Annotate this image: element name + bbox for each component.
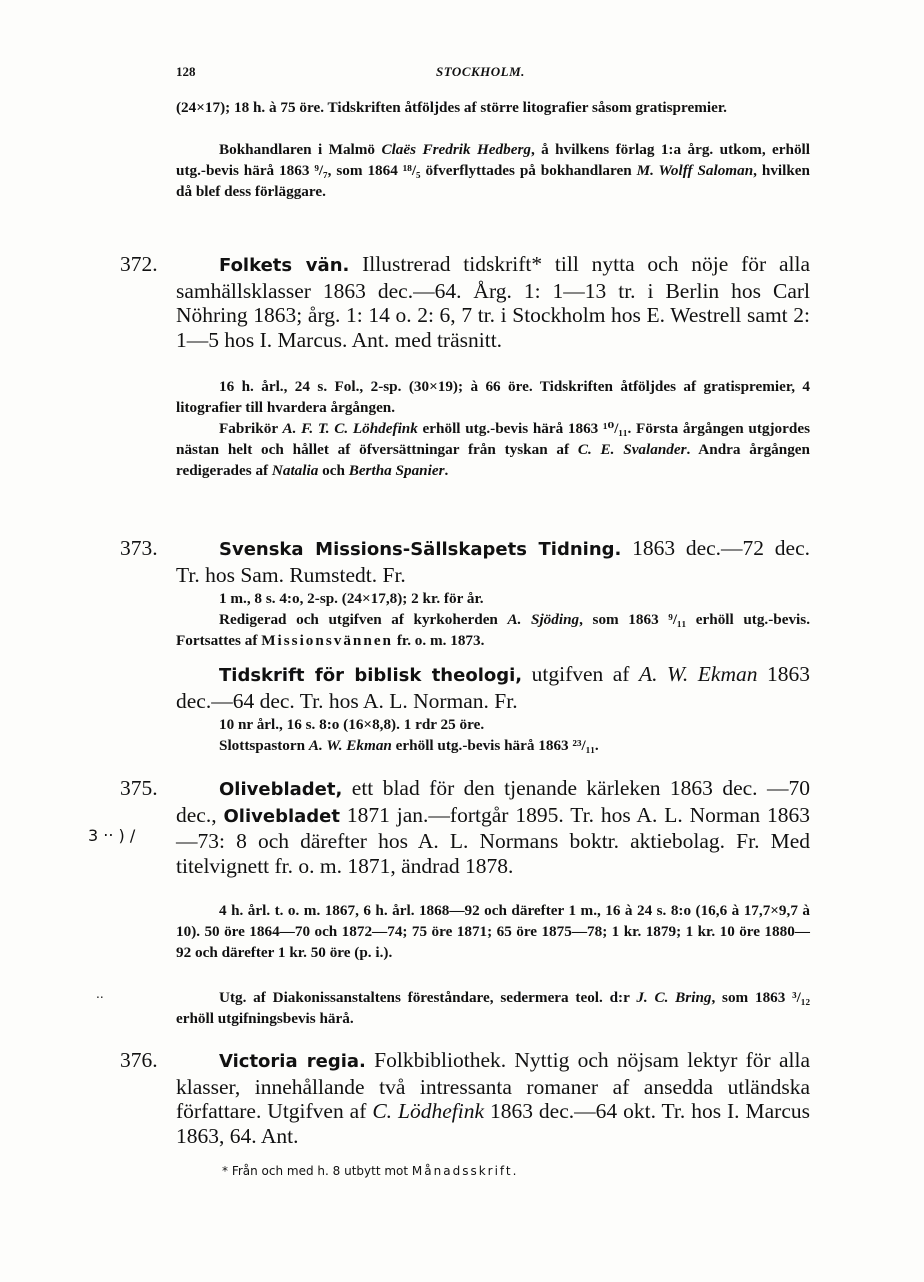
- note-text: . Andra årgången redigerades af: [176, 441, 810, 479]
- entry-body: 1863 dec.—64 dec. Tr. hos A. L. Norman. Fr.: [176, 662, 810, 713]
- note-text: och: [318, 462, 349, 479]
- person-name: Natalia: [271, 462, 319, 479]
- entry-title: Folkets vän.: [219, 255, 350, 276]
- margin-mark: ‧‧: [96, 991, 104, 1005]
- entry-body: Illustrerad tidskrift* till nytta och nöje för alla samhällsklasser 1863 dec.—64. Årg. 1: 1—13 tr. i Berlin hos Carl Nöhring 1863; årg. 1: 14 o. 2: 6, 7 tr. i Stockholm hos E. Westrell samt 2: 1—5 hos I. Marcus. Ant. med träsnitt.: [176, 252, 810, 352]
- note-text: , å hvilkens förlag 1:a årg. utkom, erhöll utg.-bevis härå 1863 ⁹/₇, som 1864 ¹⁸/₅ öfverflyttades på bokhandlaren: [176, 141, 810, 179]
- continued-details-text: (24×17); 18 h. à 75 öre. Tidskriften åtföljdes af större litografier såsom gratispremier.: [176, 99, 727, 116]
- running-title: STOCKHOLM.: [436, 64, 525, 79]
- person-name: C. E. Svalander: [577, 441, 687, 458]
- entry-body: utgifven af: [522, 662, 639, 686]
- note-text: erhöll utg.-bevis härå 1863 ¹⁰/₁₁. Första årgången utgjordes nästan helt och hållet af öfversättningar från tyskan af: [176, 420, 810, 458]
- entry-number: 373.: [120, 536, 158, 560]
- entry-373-note: [176, 609, 810, 651]
- entry-375-note: [176, 987, 810, 1029]
- entry-title: Svenska Missions-Sällskapets Tidning.: [219, 539, 622, 560]
- continued-entry-note: [176, 139, 810, 202]
- person-name: Bertha Spanier: [348, 462, 445, 479]
- person-name: J. C. Bring: [636, 989, 712, 1006]
- person-name: Claës Fredrik Hedberg: [381, 141, 531, 158]
- details-text: 1 m., 8 s. 4:o, 2-sp. (24×17,8); 2 kr. för år.: [219, 590, 484, 607]
- entry-title: Olivebladet: [223, 805, 340, 827]
- footnote-text: * Från och med h. 8 utbytt mot: [222, 1164, 412, 1178]
- entry-number: 376.: [120, 1048, 158, 1072]
- note-text: Bokhandlaren i Malmö: [219, 141, 382, 158]
- footnote: [222, 1164, 518, 1178]
- entry-title: Tidskrift för biblisk theologi,: [219, 665, 523, 686]
- note-text: Fabrikör: [219, 420, 283, 437]
- entry-372: [176, 252, 810, 352]
- note-text: fr. o. m. 1873.: [393, 632, 485, 649]
- person-name: C. Lödhefink: [372, 1099, 485, 1123]
- note-text: , som 1863 ⁹/₁₁ erhöll utg.-bevis. Fortsattes af: [176, 611, 810, 649]
- entry-body: 1871 jan.—fortgår 1895. Tr. hos A. L. Norman 1863—73: 8 och därefter hos A. L. Normans boktr. aktiebolag. Fr. Med titelvignett fr. o. m. 1871, ändrad 1878.: [176, 802, 810, 878]
- entry-title: Victoria regia.: [219, 1051, 366, 1072]
- note-text: Redigerad och utgifven af kyrkoherden: [219, 611, 508, 628]
- entry-375-details: [176, 900, 810, 963]
- entry-375: [176, 776, 810, 878]
- person-name: A. F. T. C. Löhdefink: [282, 420, 418, 437]
- person-name: M. Wolff Saloman: [636, 162, 754, 179]
- person-name: A. W. Ekman: [638, 662, 758, 686]
- page-number: 128: [176, 64, 196, 79]
- entry-373: [176, 536, 810, 587]
- entry-body: 1863 dec.—72 dec. Tr. hos Sam. Rumstedt. Fr.: [176, 536, 810, 587]
- continued-entry-details: [176, 97, 810, 118]
- entry-number: 375.: [120, 776, 158, 800]
- entry-374-details: [176, 714, 810, 735]
- entry-372-note: [176, 418, 810, 481]
- entry-374: [176, 662, 810, 713]
- entry-body: Folkbibliothek. Nyttig och nöjsam lektyr för alla klasser, innehållande två intressanta romaner af ansedda utländska författare. Utgifven af: [176, 1048, 810, 1123]
- entry-body: ett blad för den tjenande kärleken 1863 dec. —70 dec.,: [176, 776, 810, 827]
- entry-number: 372.: [120, 252, 158, 276]
- journal-name: Missionsvännen: [261, 632, 394, 649]
- entry-374-note: [176, 735, 810, 756]
- note-text: .: [444, 462, 449, 479]
- note-text: Slottspastorn: [219, 737, 309, 754]
- note-text: , hvilken då blef dess förläggare.: [176, 162, 810, 200]
- details-text: 4 h. årl. t. o. m. 1867, 6 h. årl. 1868—92 och därefter 1 m., 16 à 24 s. 8:o (16,6 à 17,7×9,7 à 10). 50 öre 1864—70 och 1872—74; 75 öre 1871; 65 öre 1875—78; 1 kr. 1879; 1 kr. 10 öre 1880—92 och därefter 1 kr. 50 öre (p. i.).: [176, 902, 810, 961]
- details-text: 16 h. årl., 24 s. Fol., 2-sp. (30×19); à 66 öre. Tidskriften åtföljdes af gratispremier, 4 litografier till hvardera årgången.: [176, 378, 810, 416]
- entry-body: 1863 dec.—64 okt. Tr. hos I. Marcus 1863, 64. Ant.: [176, 1099, 810, 1148]
- person-name: A. W. Ekman: [308, 737, 392, 754]
- entry-372-details: [176, 376, 810, 418]
- entry-title: Olivebladet,: [219, 779, 343, 800]
- note-text: Utg. af Diakonissanstaltens föreståndare, sedermera teol. d:r: [219, 989, 637, 1006]
- note-text: , som 1863 ³/₁₂ erhöll utgifningsbevis härå.: [176, 989, 810, 1027]
- details-text: 10 nr årl., 16 s. 8:o (16×8,8). 1 rdr 25 öre.: [219, 716, 485, 733]
- person-name: A. Sjöding: [507, 611, 580, 628]
- footnote-journal: Månadsskrift.: [411, 1164, 519, 1178]
- handwritten-margin-note: 3 ‧‧ ) /: [88, 826, 136, 845]
- entry-376: [176, 1048, 810, 1148]
- entry-373-details: [176, 588, 810, 609]
- note-text: erhöll utg.-bevis härå 1863 ²³/₁₁.: [391, 737, 599, 754]
